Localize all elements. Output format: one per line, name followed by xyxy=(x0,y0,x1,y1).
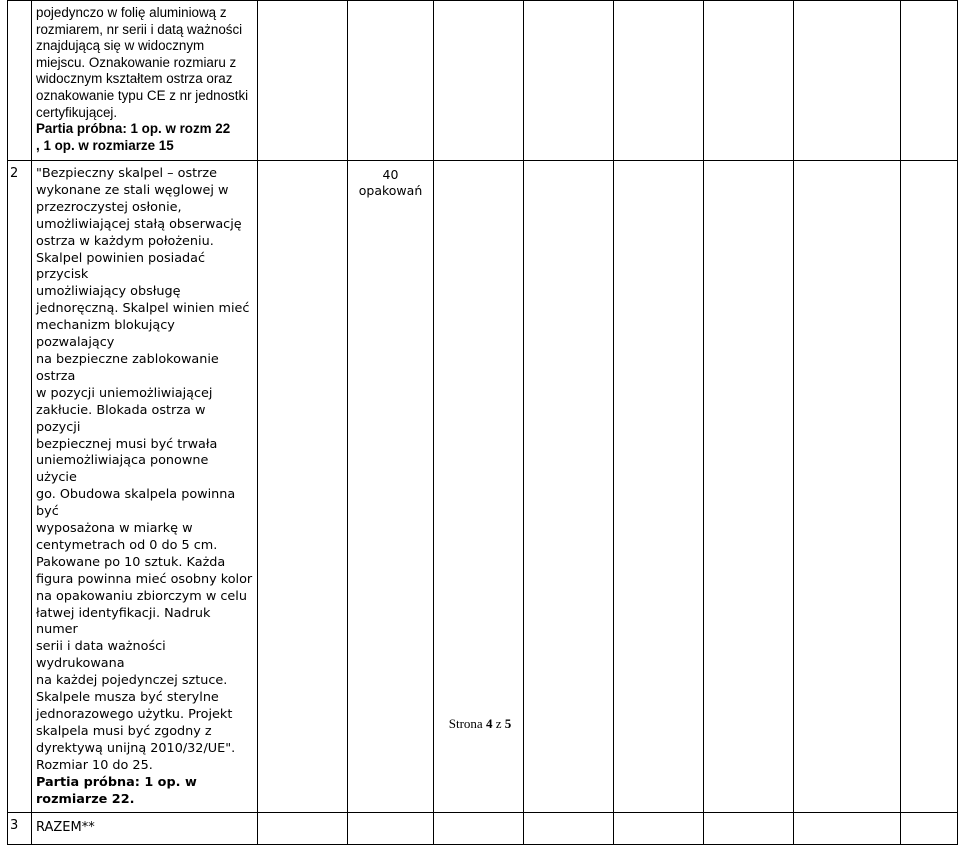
row-number: 3 xyxy=(8,813,32,845)
trial-batch-line: Partia próbna: 1 op. w rozm 22 xyxy=(36,121,231,137)
empty-cell xyxy=(794,813,901,845)
empty-cell xyxy=(794,1,901,161)
empty-cell xyxy=(434,1,524,161)
trial-batch-line: , 1 op. w rozmiarze 15 xyxy=(36,137,174,153)
empty-cell xyxy=(614,813,704,845)
description-line: Pakowane po 10 sztuk. Każda xyxy=(36,554,226,570)
quantity-value: 40 xyxy=(382,167,399,182)
description-text xyxy=(32,1,257,158)
empty-cell xyxy=(704,813,794,845)
quantity-cell xyxy=(348,1,434,161)
empty-cell xyxy=(258,1,348,161)
description-line: przezroczystej osłonie, xyxy=(36,199,182,215)
description-line: oznakowanie typu CE z nr jednostki xyxy=(36,87,249,103)
description-line: widocznym kształtem ostrza oraz xyxy=(36,71,233,87)
description-line: dyrektywą unijną 2010/32/UE". xyxy=(36,740,236,756)
empty-cell xyxy=(901,1,958,161)
footer-prefix: Strona xyxy=(448,716,483,731)
trial-batch-line: Partia próbna: 1 op. w xyxy=(36,774,197,790)
empty-cell xyxy=(704,1,794,161)
empty-cell xyxy=(901,813,958,845)
footer-total-pages: 5 xyxy=(504,716,512,731)
description-line: jednorazowego użytku. Projekt xyxy=(36,707,233,722)
trial-batch-line: rozmiarze 22. xyxy=(36,791,135,807)
description-line: zakłucie. Blokada ostrza w pozycji xyxy=(36,402,206,435)
description-line: centymetrach od 0 do 5 cm. xyxy=(36,537,218,553)
empty-cell xyxy=(614,1,704,161)
description-line: go. Obudowa skalpela powinna być xyxy=(36,487,236,520)
description-line: Skalpele musza być sterylne xyxy=(36,690,219,706)
description-line: certyfikującej. xyxy=(36,104,118,120)
empty-cell xyxy=(434,813,524,845)
row-number: 2 xyxy=(8,161,32,813)
description-line: serii i data ważności wydrukowana xyxy=(36,639,166,672)
description-line: na każdej pojedynczej sztuce. xyxy=(36,673,228,689)
description-line: na bezpieczne zablokowanie ostrza xyxy=(36,351,219,384)
item-description xyxy=(32,1,258,161)
table-row-total xyxy=(8,813,958,845)
description-line: "Bezpieczny skalpel – ostrze xyxy=(36,166,218,181)
total-label-cell xyxy=(32,813,258,845)
description-line: figura powinna mieć osobny kolor xyxy=(36,571,253,587)
footer-separator: z xyxy=(495,716,502,731)
description-line: skalpela musi być zgodny z xyxy=(36,723,212,739)
description-line: umożliwiającej stałą obserwację xyxy=(36,216,242,232)
empty-cell xyxy=(524,813,614,845)
quantity-unit: opakowań xyxy=(358,183,423,198)
description-line: uniemożliwiająca ponowne użycie xyxy=(36,453,209,486)
description-line: Skalpel powinien posiadać przycisk xyxy=(36,250,206,283)
description-line: umożliwiający obsługę xyxy=(36,284,181,300)
description-line: bezpiecznej musi być trwała xyxy=(36,436,218,452)
table-row xyxy=(8,1,958,161)
empty-cell xyxy=(258,813,348,845)
description-text xyxy=(32,161,257,812)
total-label: RAZEM** xyxy=(36,820,95,836)
footer-page-number: 4 xyxy=(485,716,493,731)
description-line: w pozycji uniemożliwiającej xyxy=(36,385,213,401)
description-line: łatwej identyfikacji. Nadruk numer xyxy=(36,605,211,638)
description-line: znajdującą się w widocznym xyxy=(36,38,205,54)
empty-cell xyxy=(348,813,434,845)
description-line: mechanizm blokujący pozwalający xyxy=(36,318,175,351)
description-line: jednoręczną. Skalpel winien mieć xyxy=(36,301,250,317)
description-line: miejscu. Oznakowanie rozmiaru z xyxy=(36,54,237,70)
empty-cell xyxy=(524,1,614,161)
description-line: wykonane ze stali węglowej w xyxy=(36,182,229,198)
description-line: Rozmiar 10 do 25. xyxy=(36,757,153,773)
description-line: pojedynczo w folię aluminiową z xyxy=(36,5,227,20)
row-number xyxy=(8,1,32,161)
description-line: rozmiarem, nr serii i datą ważności xyxy=(36,21,243,37)
page-footer xyxy=(0,716,960,732)
description-line: wyposażona w miarkę w xyxy=(36,521,193,537)
description-line: na opakowaniu zbiorczym w celu xyxy=(36,588,247,604)
description-line: ostrza w każdym położeniu. xyxy=(36,233,214,249)
